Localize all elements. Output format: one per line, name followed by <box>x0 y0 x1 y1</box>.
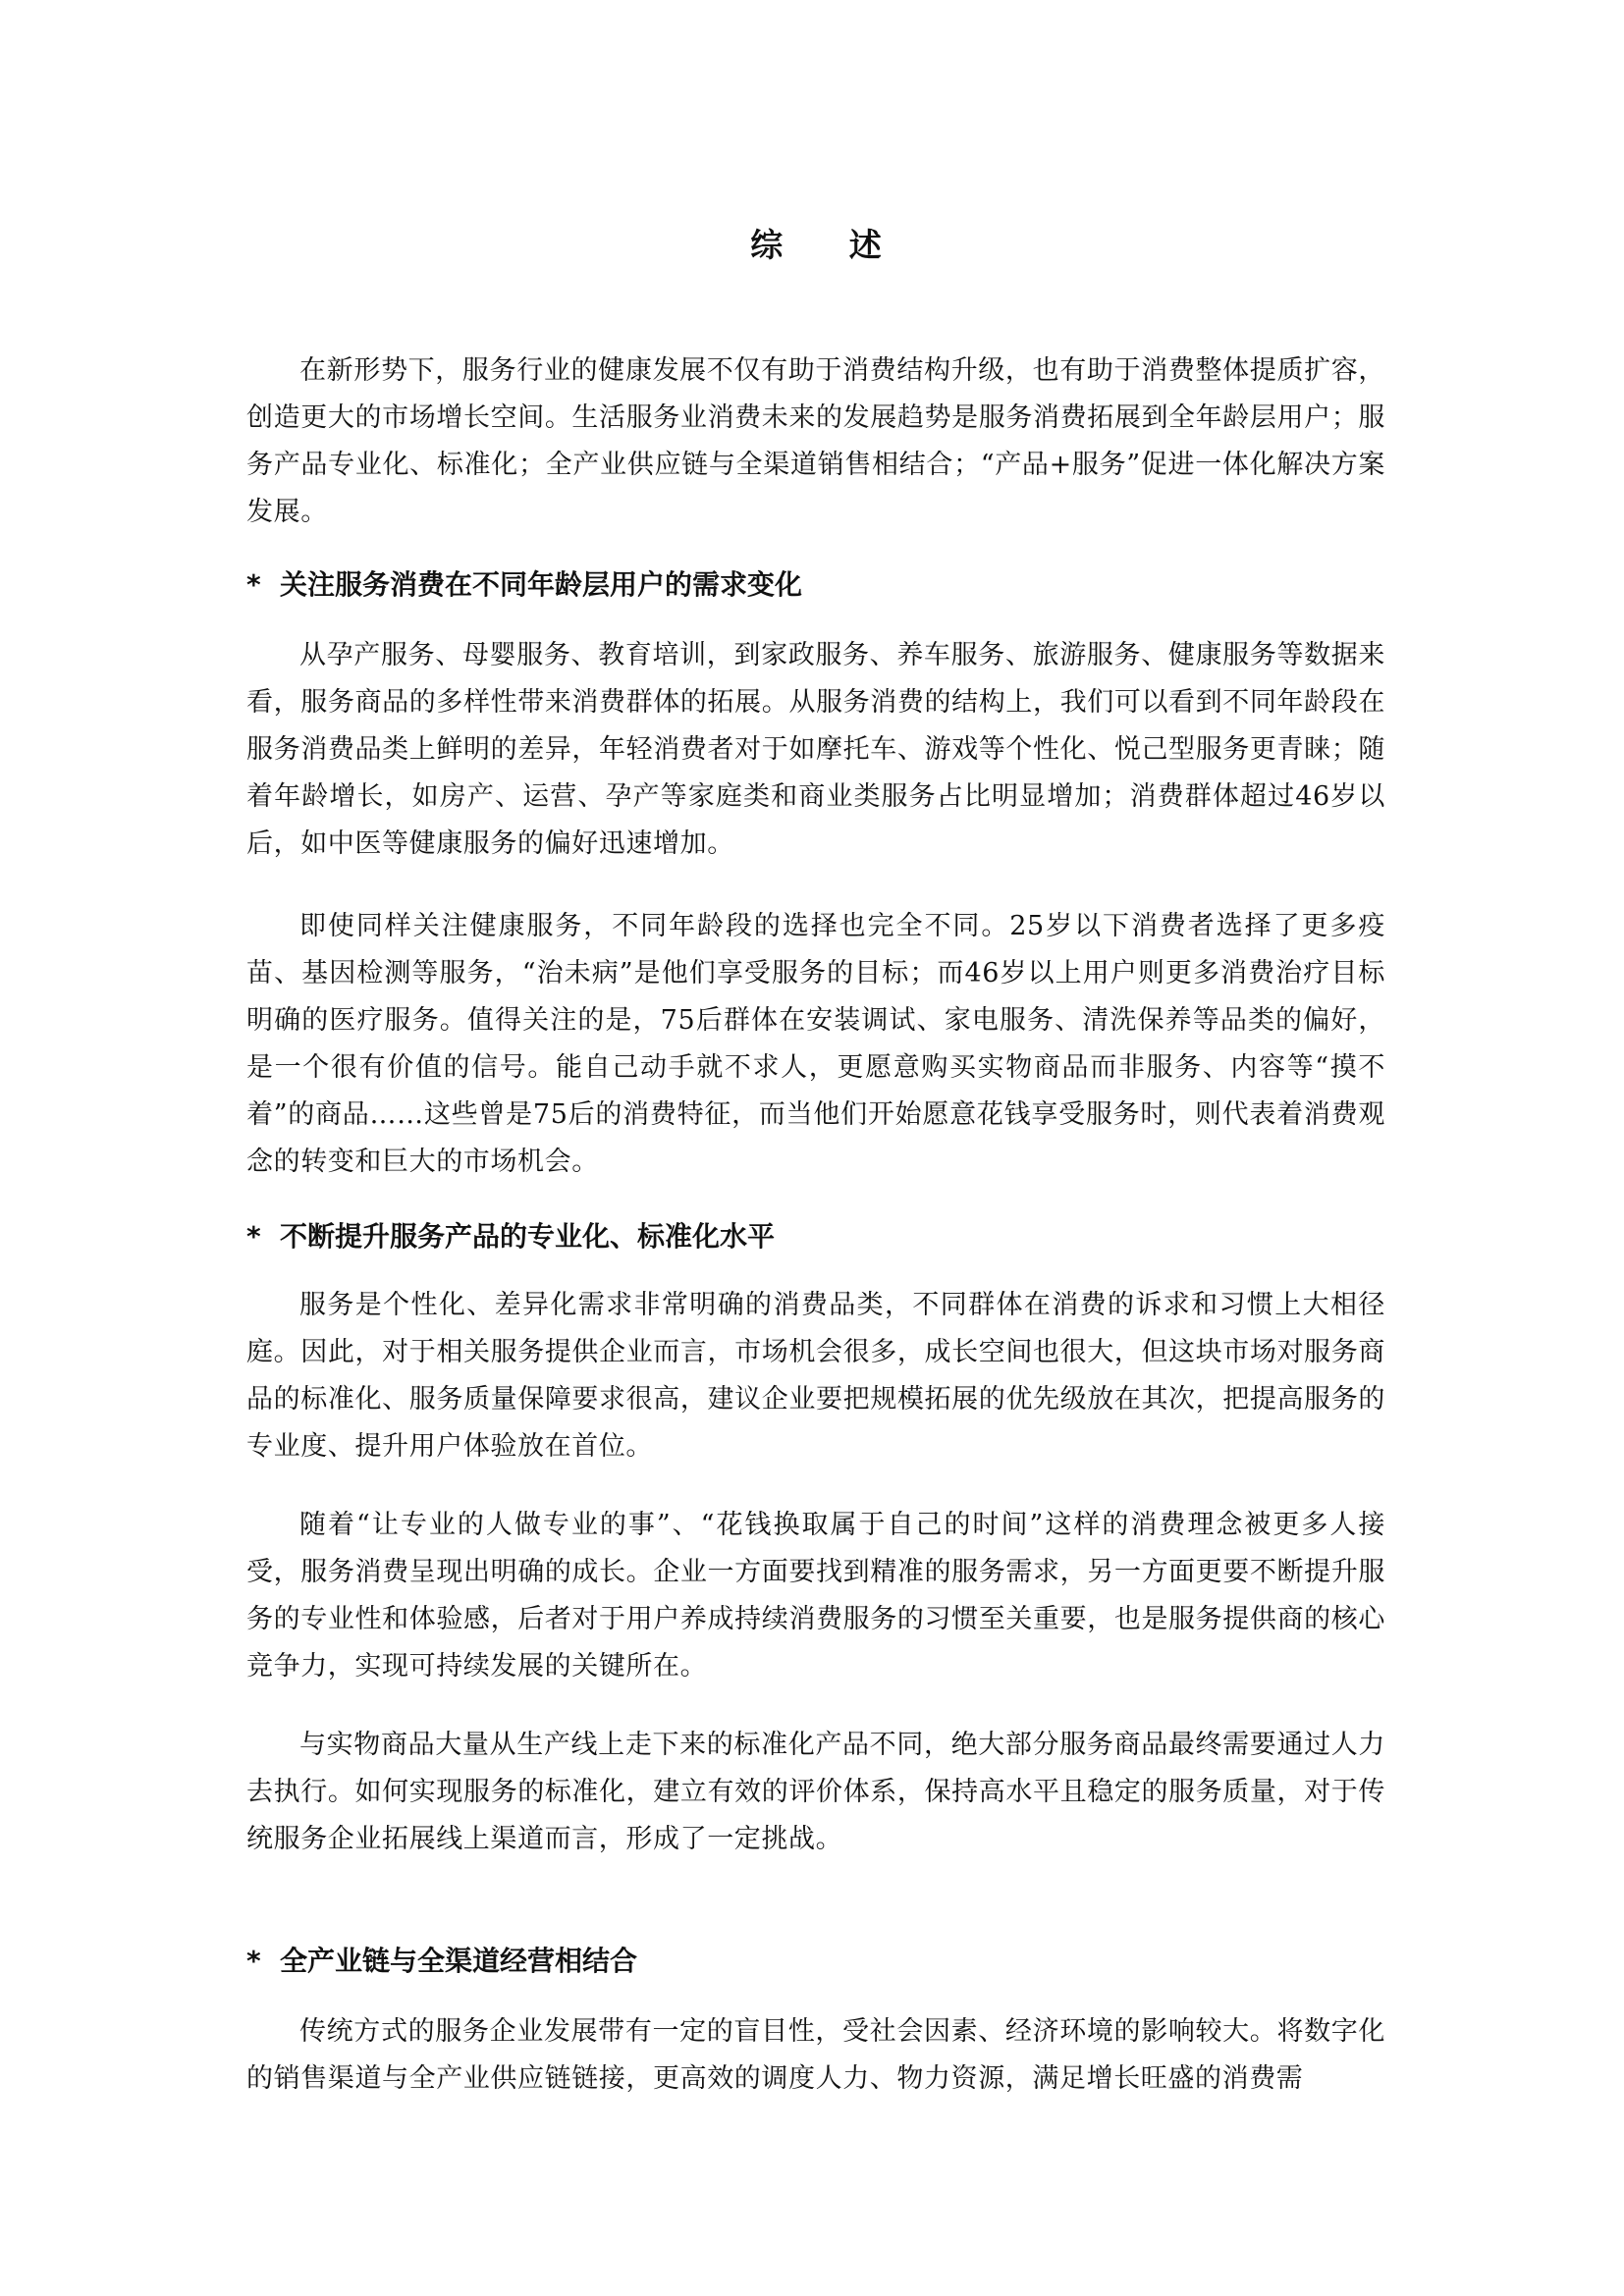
section-heading-3 <box>246 1940 1385 1983</box>
section-heading-1-text: 关注服务消费在不同年龄层用户的需求变化 <box>280 568 803 601</box>
section-3-paragraph-1: 传统方式的服务企业发展带有一定的盲目性，受社会因素、经济环境的影响较大。将数字化的销售渠道与全产业供应链链接，更高效的调度人力、物力资源，满足增长旺盛的消费需 <box>246 2016 1385 2094</box>
section-heading-2-block <box>246 1215 1385 1258</box>
section-heading-1-block <box>246 563 1385 607</box>
section-heading-3-block <box>246 1940 1385 1983</box>
section-1-paragraph-2-block <box>246 903 1385 1186</box>
section-heading-3-text: 全产业链与全渠道经营相结合 <box>280 1945 638 1977</box>
intro-paragraph-block <box>246 347 1385 536</box>
bullet-asterisk-icon: * <box>246 1945 261 1977</box>
section-1-paragraph-1: 从孕产服务、母婴服务、教育培训，到家政服务、养车服务、旅游服务、健康服务等数据来看，服务商品的多样性带来消费群体的拓展。从服务消费的结构上，我们可以看到不同年龄段在服务消费品类上鲜明的差异，年轻消费者对于如摩托车、游戏等个性化、悦己型服务更青睐；随着年龄增长，如房产、运营、孕产等家庭类和商业类服务占比明显增加；消费群体超过46岁以后，如中医等健康服务的偏好迅速增加。 <box>246 640 1385 859</box>
section-2-paragraph-1: 服务是个性化、差异化需求非常明确的消费品类，不同群体在消费的诉求和习惯上大相径庭。因此，对于相关服务提供企业而言，市场机会很多，成长空间也很大，但这块市场对服务商品的标准化、服务质量保障要求很高，建议企业要把规模拓展的优先级放在其次，把提高服务的专业度、提升用户体验放在首位。 <box>246 1290 1385 1462</box>
section-2-paragraph-2-block <box>246 1502 1385 1690</box>
section-heading-1 <box>246 563 1385 607</box>
section-heading-2-text: 不断提升服务产品的专业化、标准化水平 <box>280 1220 776 1253</box>
section-1-paragraph-1-block <box>246 632 1385 868</box>
section-2-paragraph-2: 随着“让专业的人做专业的事”、“花钱换取属于自己的时间”这样的消费理念被更多人接受，服务消费呈现出明确的成长。企业一方面要找到精准的服务需求，另一方面更要不断提升服务的专业性和体验感，后者对于用户养成持续消费服务的习惯至关重要，也是服务提供商的核心竞争力，实现可持续发展的关键所在。 <box>246 1510 1385 1682</box>
page-title: 综 述 <box>750 226 909 264</box>
bullet-asterisk-icon: * <box>246 568 261 601</box>
intro-paragraph: 在新形势下，服务行业的健康发展不仅有助于消费结构升级，也有助于消费整体提质扩容，创造更大的市场增长空间。生活服务业消费未来的发展趋势是服务消费拓展到全年龄层用户；服务产品专业化、标准化；全产业供应链与全渠道销售相结合；“产品+服务”促进一体化解决方案发展。 <box>246 355 1385 527</box>
section-1-paragraph-2: 即使同样关注健康服务，不同年龄段的选择也完全不同。25岁以下消费者选择了更多疫苗、基因检测等服务，“治未病”是他们享受服务的目标；而46岁以上用户则更多消费治疗目标明确的医疗服务。值得关注的是，75后群体在安装调试、家电服务、清洗保养等品类的偏好，是一个很有价值的信号。能自己动手就不求人，更愿意购买实物商品而非服务、内容等“摸不着”的商品……这些曾是75后的消费特征，而当他们开始愿意花钱享受服务时，则代表着消费观念的转变和巨大的市场机会。 <box>246 911 1385 1177</box>
section-heading-2 <box>246 1215 1385 1258</box>
section-3-paragraph-1-block <box>246 2008 1385 2103</box>
section-2-paragraph-1-block <box>246 1282 1385 1470</box>
section-2-paragraph-3-block <box>246 1722 1385 1863</box>
section-2-paragraph-3: 与实物商品大量从生产线上走下来的标准化产品不同，绝大部分服务商品最终需要通过人力去执行。如何实现服务的标准化，建立有效的评价体系，保持高水平且稳定的服务质量，对于传统服务企业拓展线上渠道而言，形成了一定挑战。 <box>246 1730 1385 1854</box>
bullet-asterisk-icon: * <box>246 1220 261 1253</box>
